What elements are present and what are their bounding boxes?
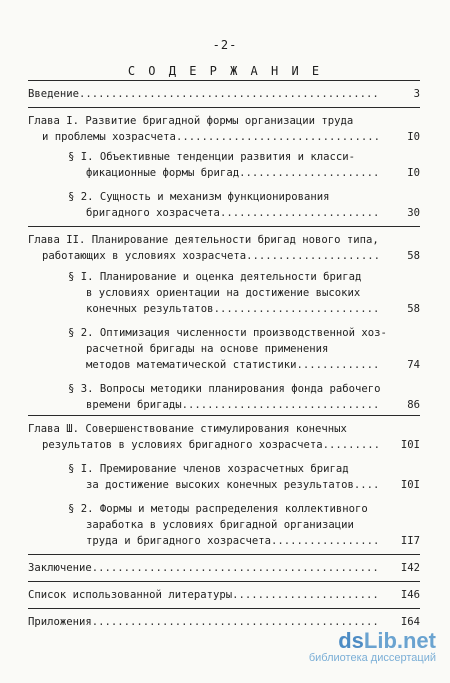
toc-page-number: 86: [407, 399, 420, 411]
leader-dots: .............................................: [91, 616, 379, 628]
toc-entry-ch2-sec2[interactable]: [28, 325, 420, 373]
toc-entry-intro[interactable]: [28, 86, 420, 102]
toc-entry-text: Список использованной литературы: [28, 589, 233, 601]
toc-entry-text: фикационные формы бригад: [86, 167, 240, 179]
toc-entry-ch1-sec1[interactable]: [28, 149, 420, 181]
toc-page-number: 3: [413, 88, 420, 100]
toc-entry-text: Введение: [28, 88, 80, 100]
toc-entry-text: Глава Ш. Совершенствование стимулирования конечных: [28, 423, 347, 435]
toc-rule: [28, 554, 420, 555]
toc-entry-text: за достижение высоких конечных результатов: [86, 479, 354, 491]
toc-entry-text: и проблемы хозрасчета: [42, 131, 176, 143]
leader-dots: ..........................: [213, 303, 380, 315]
toc-entry-chapter-1[interactable]: [28, 113, 420, 145]
toc-entry-text: Глава I. Развитие бригадной формы организации труда: [28, 115, 354, 127]
toc-entry-text: методов математической статистики: [86, 359, 297, 371]
toc-entry-text: работающих в условиях хозрасчета: [42, 250, 247, 262]
toc-entry-text: расчетной бригады на основе применения: [86, 343, 329, 355]
toc-page-number: I46: [400, 589, 420, 601]
leader-dots: .......................: [232, 589, 379, 601]
toc-entry-text: времени бригады: [86, 399, 182, 411]
leader-dots: .........: [322, 439, 381, 451]
toc-entry-text: в условиях ориентации на достижение высоких: [86, 287, 361, 299]
leader-dots: .............................................: [91, 562, 379, 574]
toc-entry-text: Заключение: [28, 562, 92, 574]
toc-page-number: I42: [400, 562, 420, 574]
toc-entry-text: § I. Премирование членов хозрасчетных бригад: [68, 463, 349, 475]
toc-title: С О Д Е Р Ж А Н И Е: [127, 64, 323, 78]
toc-page-number: 30: [407, 207, 420, 219]
leader-dots: ...............................: [181, 399, 380, 411]
toc-entry-text: Глава II. Планирование деятельности бригад нового типа,: [28, 234, 379, 246]
toc-page-number: I0: [407, 167, 420, 179]
toc-rule: [28, 608, 420, 609]
toc-entry-ch3-sec1[interactable]: [28, 461, 420, 493]
toc-rule: [28, 581, 420, 582]
toc-rule: [28, 80, 420, 81]
toc-entry-text: § 3. Вопросы методики планирования фонда рабочего: [68, 383, 381, 395]
leader-dots: ....: [353, 479, 380, 491]
table-of-contents: [28, 80, 420, 630]
toc-entry-text: заработка в условиях бригадной организации: [86, 519, 354, 531]
leader-dots: ...............................................: [79, 88, 379, 100]
toc-entry-ch1-sec2[interactable]: [28, 189, 420, 221]
toc-page-number: I0: [407, 131, 420, 143]
toc-page-number: I64: [400, 616, 420, 628]
toc-page-number: I0I: [400, 479, 420, 491]
toc-entry-conclusion[interactable]: [28, 560, 420, 576]
toc-entry-ch2-sec3[interactable]: [28, 381, 420, 413]
toc-entry-text: § I. Объективные тенденции развития и класси-: [68, 151, 356, 163]
toc-rule: [28, 226, 420, 227]
toc-entry-chapter-3[interactable]: [28, 421, 420, 453]
toc-entry-chapter-2[interactable]: [28, 232, 420, 264]
toc-entry-text: § I. Планирование и оценка деятельности бригад: [68, 271, 362, 283]
toc-rule: [28, 107, 420, 108]
toc-page-number: 58: [407, 250, 420, 262]
toc-rule: [28, 415, 420, 416]
toc-entry-ch3-sec2[interactable]: [28, 501, 420, 549]
toc-page-number: 74: [407, 359, 420, 371]
toc-entry-text: § 2. Формы и методы распределения коллективного: [68, 503, 368, 515]
watermark-brand: dsLib.net: [338, 628, 436, 653]
watermark-tagline: библиотека диссертаций: [308, 652, 436, 664]
toc-entry-text: § 2. Оптимизация численности производственной хоз-: [68, 327, 387, 339]
toc-entry-text: Приложения: [28, 616, 92, 628]
leader-dots: .........................: [219, 207, 380, 219]
toc-entry-text: § 2. Сущность и механизм функционирования: [68, 191, 330, 203]
toc-entry-references[interactable]: [28, 587, 420, 603]
leader-dots: ................................: [175, 131, 381, 143]
leader-dots: ......................: [239, 167, 380, 179]
toc-entry-text: труда и бригадного хозрасчета: [86, 535, 271, 547]
toc-entry-text: конечных результатов: [86, 303, 214, 315]
toc-page-number: II7: [400, 535, 420, 547]
toc-page-number: I0I: [400, 439, 420, 451]
page-number: -2-: [212, 38, 238, 52]
toc-entry-text: бригадного хозрасчета: [86, 207, 220, 219]
dslib-watermark: [309, 628, 436, 664]
toc-entry-text: результатов в условиях бригадного хозрасчета: [42, 439, 323, 451]
leader-dots: .............: [296, 359, 380, 371]
leader-dots: .....................: [246, 250, 381, 262]
leader-dots: .................: [270, 535, 380, 547]
toc-page-number: 58: [407, 303, 420, 315]
toc-entry-ch2-sec1[interactable]: [28, 269, 420, 317]
